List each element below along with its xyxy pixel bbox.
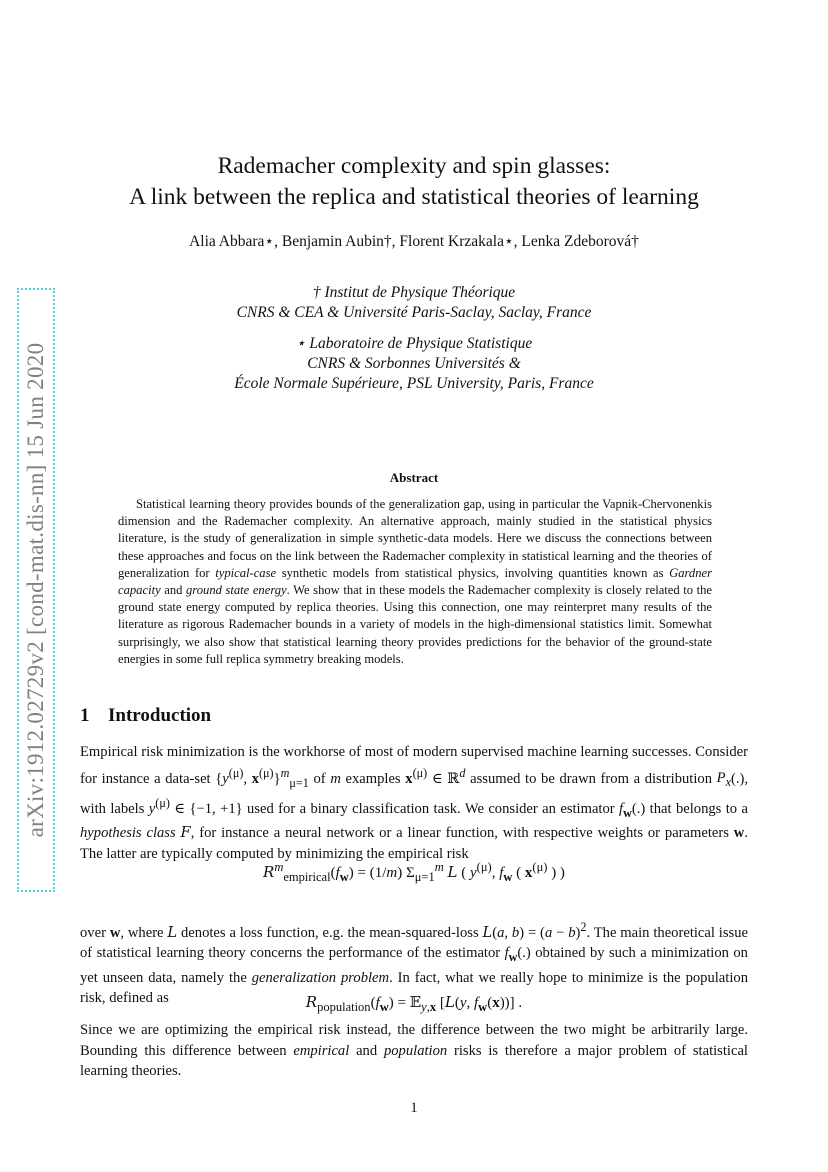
paragraph-3: Since we are optimizing the empirical risk instead, the difference between the two might be arbitrarily large. Bounding this difference between empirical and population risks is therefore a major problem of statistical learning theories. [80,1022,748,1079]
abstract-body: Statistical learning theory provides bounds of the generalization gap, using in particular the Vapnik-Chervonenkis dimension and the Rademacher complexity. An alternative approach, mainly studied in the statistical physics literature, is the study of generalization in simple synthetic-data models. Here we discuss the connections between these approaches and focus on the link between the Rademacher complexity in statistical learning and the theories of generalization for typical-case synthetic models from statistical physics, involving quantities known as Gardner capacity and ground state energy. We show that in these models the Rademacher complexity is closely related to the ground state energy computed by replica theories. Using this connection, one may reinterpret many results of the literature as rigorous Rademacher bounds in a variety of models in the high-dimensional statistics limit. Somewhat surprisingly, we also show that statistical learning theory provides predictions for the behavior of the ground-state energies in some full replica symmetry breaking models. [118,497,713,666]
arxiv-stamp [18,290,54,890]
paper-title [80,151,748,213]
affiliation-line: École Normale Supérieure, PSL University, Paris, France [234,375,594,392]
affiliation-line: † Institut de Physique Théorique [312,284,516,301]
section-number: 1 [80,705,90,726]
arxiv-id: arXiv:1912.02729v2 [cond-mat.dis-nn] 15 Jun 2020 [23,342,48,838]
affiliation-1 [80,283,748,323]
paragraph-2: over w, where L denotes a loss function, e.g. the mean-squared-loss L(a, $b) = (a - b)^2$. The main theoretical issue of statistical learning theory concerns the performance of the estimator $f_w(.)$ obtained by such a minimization on yet unseen data, namely the generalization problem. In fact, what we really hope to minimize is the population risk, defined as [80,920,748,1007]
equation-population-risk: $R_{population}(f_w)$ = 𝔼$_{y,x}$ [L(y, $f_w(x)$)] . [305,993,523,1014]
title-line-1: Rademacher complexity and spin glasses: [217,153,611,179]
section-heading [80,705,211,727]
author-list: Alia Abbara⋆, Benjamin Aubin†, Florent Krzakala⋆, Lenka Zdeborová† [189,233,639,250]
title-line-2: A link between the replica and statistical theories of learning [129,184,699,210]
equation-empirical-risk: $R^m_{empirical}(f_w) = (1/m)$ $\Sigma_{\mu=1}^m$ L ( $y^{(\mu)}$, $f_w$ ( $x^{(\mu)}$ ) ) [263,860,565,884]
abstract-heading: Abstract [389,470,439,485]
affiliation-2 [80,334,748,394]
paragraph-1: Empirical risk minimization is the workhorse of most of modern supervised machine learning successes. Consider for instance a data-set {$y^{(\mu)}$, $x^{(\mu)}\}^m_{\mu=1}$ of m examples $x^{(\mu)}$ ∈ ℝ$^d$ assumed to be drawn from a distribution $P_x(.)$, with labels $y^{(\mu)}$ ∈ {−1, +1} used for a binary classification task. We consider an estimator $f_w(.)$ that belongs to a hypothesis class F, for instance a neural network or a linear function, with respective weights or parameters w. The latter are typically computed by minimizing the empirical risk [80,744,748,862]
affiliation-line: CNRS & CEA & Université Paris-Saclay, Saclay, France [236,304,592,321]
page-number: 1 [410,1100,418,1116]
affiliation-line: ⋆ Laboratoire de Physique Statistique [295,335,533,352]
section-title: Introduction [108,705,212,726]
affiliation-line: CNRS & Sorbonnes Universités & [307,355,521,372]
